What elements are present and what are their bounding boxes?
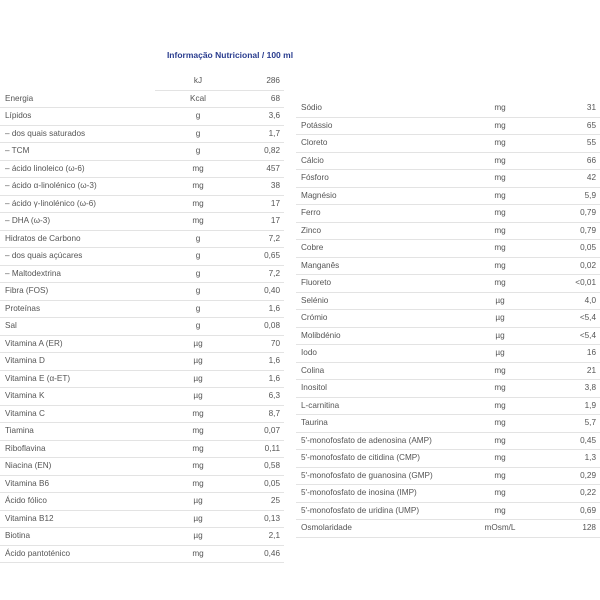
nutrient-name: Riboflavina <box>0 440 155 458</box>
nutrient-value: 0,02 <box>530 257 600 275</box>
nutrient-value: 5,9 <box>530 187 600 205</box>
nutrient-unit: mg <box>155 160 241 178</box>
nutrient-value: 0,79 <box>530 205 600 223</box>
nutrient-value: 7,2 <box>241 230 284 248</box>
nutrient-value: 1,6 <box>241 353 284 371</box>
table-row <box>0 143 284 161</box>
nutrient-unit: mg <box>470 205 530 223</box>
nutrient-value: 1,3 <box>530 450 600 468</box>
energy-kj-value: 286 <box>241 73 284 90</box>
nutrient-name: Vitamina C <box>0 405 155 423</box>
nutrient-name: – ácido γ-linolénico (ω-6) <box>0 195 155 213</box>
nutrient-value: 17 <box>241 213 284 231</box>
nutrient-unit: mg <box>470 135 530 153</box>
nutrient-value: 0,69 <box>530 502 600 520</box>
table-row <box>0 300 284 318</box>
table-row <box>0 160 284 178</box>
table-row <box>296 152 600 170</box>
nutrient-name: Cobre <box>296 240 470 258</box>
nutrient-name: – dos quais açúcares <box>0 248 155 266</box>
table-row <box>296 432 600 450</box>
nutrient-unit: mg <box>155 213 241 231</box>
table-row <box>0 510 284 528</box>
table-row <box>296 257 600 275</box>
table-row <box>296 292 600 310</box>
nutrient-name: 5'-monofosfato de inosina (IMP) <box>296 485 470 503</box>
table-row <box>296 205 600 223</box>
nutrient-unit: mg <box>470 187 530 205</box>
nutrient-value: 0,29 <box>530 467 600 485</box>
nutrient-unit: µg <box>470 345 530 363</box>
nutrient-value: 3,6 <box>241 108 284 126</box>
nutrient-unit: mg <box>470 450 530 468</box>
nutrient-unit: µg <box>155 335 241 353</box>
table-row <box>0 440 284 458</box>
nutrient-name: Fósforo <box>296 170 470 188</box>
nutrient-unit: g <box>155 300 241 318</box>
nutrient-value: 55 <box>530 135 600 153</box>
nutrient-name: Taurina <box>296 415 470 433</box>
nutrient-value: 42 <box>530 170 600 188</box>
nutrient-unit: mOsm/L <box>470 520 530 538</box>
energy-label: Energia <box>0 73 155 108</box>
nutrient-unit: mg <box>470 257 530 275</box>
nutrition-table-left <box>0 73 284 563</box>
nutrient-value: 21 <box>530 362 600 380</box>
nutrient-name: – dos quais saturados <box>0 125 155 143</box>
table-row <box>296 100 600 117</box>
nutrient-name: L-carnitina <box>296 397 470 415</box>
nutrient-value: 0,79 <box>530 222 600 240</box>
table-row <box>0 213 284 231</box>
nutrient-unit: µg <box>470 327 530 345</box>
nutrient-unit: mg <box>470 152 530 170</box>
nutrient-name: Crómio <box>296 310 470 328</box>
nutrient-name: 5'-monofosfato de citidina (CMP) <box>296 450 470 468</box>
table-row <box>0 318 284 336</box>
table-row <box>0 388 284 406</box>
table-title: Informação Nutricional / 100 ml <box>166 50 294 60</box>
nutrient-unit: mg <box>470 275 530 293</box>
table-row <box>296 222 600 240</box>
table-row <box>0 230 284 248</box>
table-row <box>296 380 600 398</box>
nutrient-unit: mg <box>470 485 530 503</box>
nutrient-unit: µg <box>470 292 530 310</box>
table-row <box>0 528 284 546</box>
nutrient-name: – ácido linoleico (ω-6) <box>0 160 155 178</box>
table-row <box>0 493 284 511</box>
nutrient-unit: mg <box>470 502 530 520</box>
nutrient-unit: g <box>155 143 241 161</box>
table-row <box>296 485 600 503</box>
nutrient-name: Vitamina B12 <box>0 510 155 528</box>
table-row <box>296 450 600 468</box>
nutrient-unit: mg <box>470 432 530 450</box>
nutrient-name: – TCM <box>0 143 155 161</box>
nutrient-value: 31 <box>530 100 600 117</box>
nutrient-name: Manganês <box>296 257 470 275</box>
nutrient-value: 0,65 <box>241 248 284 266</box>
nutrient-value: 0,05 <box>530 240 600 258</box>
nutrient-name: Niacina (EN) <box>0 458 155 476</box>
table-row <box>0 458 284 476</box>
nutrient-name: Colina <box>296 362 470 380</box>
nutrient-value: 8,7 <box>241 405 284 423</box>
nutrient-name: Vitamina B6 <box>0 475 155 493</box>
nutrient-value: 0,40 <box>241 283 284 301</box>
energy-kcal-unit: Kcal <box>155 90 241 108</box>
nutrient-value: 0,58 <box>241 458 284 476</box>
table-row <box>296 362 600 380</box>
nutrient-name: Vitamina D <box>0 353 155 371</box>
table-row <box>0 108 284 126</box>
table-row <box>296 502 600 520</box>
table-row <box>0 545 284 563</box>
nutrient-name: Iodo <box>296 345 470 363</box>
nutrient-unit: mg <box>155 458 241 476</box>
nutrient-value: 0,13 <box>241 510 284 528</box>
nutrient-name: Zinco <box>296 222 470 240</box>
nutrient-name: Ferro <box>296 205 470 223</box>
table-row <box>296 135 600 153</box>
nutrient-unit: µg <box>470 310 530 328</box>
nutrient-value: <5,4 <box>530 327 600 345</box>
nutrient-unit: mg <box>470 222 530 240</box>
nutrition-table-right <box>296 100 600 538</box>
table-row <box>0 353 284 371</box>
nutrient-value: 5,7 <box>530 415 600 433</box>
table-row <box>296 467 600 485</box>
nutrient-value: 38 <box>241 178 284 196</box>
nutrient-value: 17 <box>241 195 284 213</box>
nutrient-unit: mg <box>155 545 241 563</box>
nutrient-value: 7,2 <box>241 265 284 283</box>
nutrient-value: 0,45 <box>530 432 600 450</box>
table-row <box>0 423 284 441</box>
nutrient-name: Vitamina K <box>0 388 155 406</box>
nutrient-unit: mg <box>470 117 530 135</box>
nutrient-unit: mg <box>155 423 241 441</box>
nutrient-value: 65 <box>530 117 600 135</box>
nutrient-name: Vitamina A (ER) <box>0 335 155 353</box>
nutrient-value: <5,4 <box>530 310 600 328</box>
nutrient-unit: mg <box>470 397 530 415</box>
nutrient-unit: g <box>155 125 241 143</box>
nutrient-unit: g <box>155 265 241 283</box>
table-row <box>0 335 284 353</box>
nutrient-value: 6,3 <box>241 388 284 406</box>
table-row <box>0 475 284 493</box>
nutrient-unit: g <box>155 108 241 126</box>
nutrient-name: Molibdénio <box>296 327 470 345</box>
nutrient-unit: µg <box>155 510 241 528</box>
nutrient-unit: µg <box>155 528 241 546</box>
table-row <box>296 170 600 188</box>
nutrient-name: – ácido α-linolénico (ω-3) <box>0 178 155 196</box>
nutrient-name: 5'-monofosfato de adenosina (AMP) <box>296 432 470 450</box>
nutrient-name: Sódio <box>296 100 470 117</box>
table-row <box>296 520 600 538</box>
table-row <box>296 415 600 433</box>
nutrient-value: 0,07 <box>241 423 284 441</box>
nutrient-name: – DHA (ω-3) <box>0 213 155 231</box>
nutrient-unit: mg <box>470 467 530 485</box>
table-row <box>296 187 600 205</box>
nutrient-name: Tiamina <box>0 423 155 441</box>
nutrient-unit: µg <box>155 493 241 511</box>
table-row <box>0 283 284 301</box>
table-row <box>296 240 600 258</box>
nutrient-name: Osmolaridade <box>296 520 470 538</box>
nutrient-value: 70 <box>241 335 284 353</box>
table-row <box>0 125 284 143</box>
table-row <box>0 178 284 196</box>
nutrient-name: Potássio <box>296 117 470 135</box>
nutrient-unit: mg <box>155 440 241 458</box>
nutrient-value: 1,9 <box>530 397 600 415</box>
energy-kj-unit: kJ <box>155 73 241 90</box>
nutrient-unit: mg <box>155 475 241 493</box>
nutrient-name: Hidratos de Carbono <box>0 230 155 248</box>
nutrient-unit: mg <box>155 195 241 213</box>
nutrient-unit: mg <box>470 380 530 398</box>
nutrient-name: Sal <box>0 318 155 336</box>
nutrient-value: 0,46 <box>241 545 284 563</box>
table-row <box>296 397 600 415</box>
nutrient-unit: mg <box>155 178 241 196</box>
nutrient-value: 0,22 <box>530 485 600 503</box>
table-row <box>0 195 284 213</box>
nutrient-value: 0,05 <box>241 475 284 493</box>
nutrient-unit: mg <box>470 240 530 258</box>
nutrient-value: 1,7 <box>241 125 284 143</box>
nutrient-unit: mg <box>470 170 530 188</box>
nutrient-name: Lípidos <box>0 108 155 126</box>
nutrient-name: Fibra (FOS) <box>0 283 155 301</box>
nutrient-value: <0,01 <box>530 275 600 293</box>
nutrient-value: 25 <box>241 493 284 511</box>
table-row <box>296 310 600 328</box>
nutrient-value: 16 <box>530 345 600 363</box>
nutrient-value: 66 <box>530 152 600 170</box>
nutrient-unit: g <box>155 230 241 248</box>
nutrient-name: Ácido fólico <box>0 493 155 511</box>
nutrient-value: 2,1 <box>241 528 284 546</box>
nutrient-value: 1,6 <box>241 370 284 388</box>
nutrient-value: 0,08 <box>241 318 284 336</box>
nutrient-name: Fluoreto <box>296 275 470 293</box>
nutrient-name: Vitamina E (α-ET) <box>0 370 155 388</box>
nutrient-name: Inositol <box>296 380 470 398</box>
energy-row-kj <box>0 73 284 90</box>
nutrient-name: Magnésio <box>296 187 470 205</box>
nutrient-name: Selénio <box>296 292 470 310</box>
nutrient-value: 128 <box>530 520 600 538</box>
nutrient-unit: µg <box>155 353 241 371</box>
nutrient-unit: mg <box>470 415 530 433</box>
nutrient-value: 3,8 <box>530 380 600 398</box>
nutrient-value: 0,11 <box>241 440 284 458</box>
nutrient-value: 4,0 <box>530 292 600 310</box>
nutrient-unit: g <box>155 283 241 301</box>
table-row <box>296 327 600 345</box>
nutrient-unit: µg <box>155 370 241 388</box>
nutrient-unit: mg <box>470 100 530 117</box>
nutrient-name: Biotina <box>0 528 155 546</box>
table-row <box>296 275 600 293</box>
table-row <box>0 248 284 266</box>
table-row <box>0 405 284 423</box>
nutrient-name: Cloreto <box>296 135 470 153</box>
nutrient-name: Proteínas <box>0 300 155 318</box>
table-row <box>296 117 600 135</box>
nutrient-unit: mg <box>470 362 530 380</box>
table-row <box>0 370 284 388</box>
nutrient-name: 5'-monofosfato de guanosina (GMP) <box>296 467 470 485</box>
nutrient-unit: g <box>155 248 241 266</box>
nutrient-unit: mg <box>155 405 241 423</box>
nutrient-name: 5'-monofosfato de uridina (UMP) <box>296 502 470 520</box>
nutrient-name: – Maltodextrina <box>0 265 155 283</box>
energy-kcal-value: 68 <box>241 90 284 108</box>
nutrient-unit: g <box>155 318 241 336</box>
nutrient-value: 457 <box>241 160 284 178</box>
nutrient-name: Ácido pantoténico <box>0 545 155 563</box>
nutrient-value: 0,82 <box>241 143 284 161</box>
nutrient-name: Cálcio <box>296 152 470 170</box>
nutrient-unit: µg <box>155 388 241 406</box>
nutrient-value: 1,6 <box>241 300 284 318</box>
table-row <box>0 265 284 283</box>
table-row <box>296 345 600 363</box>
